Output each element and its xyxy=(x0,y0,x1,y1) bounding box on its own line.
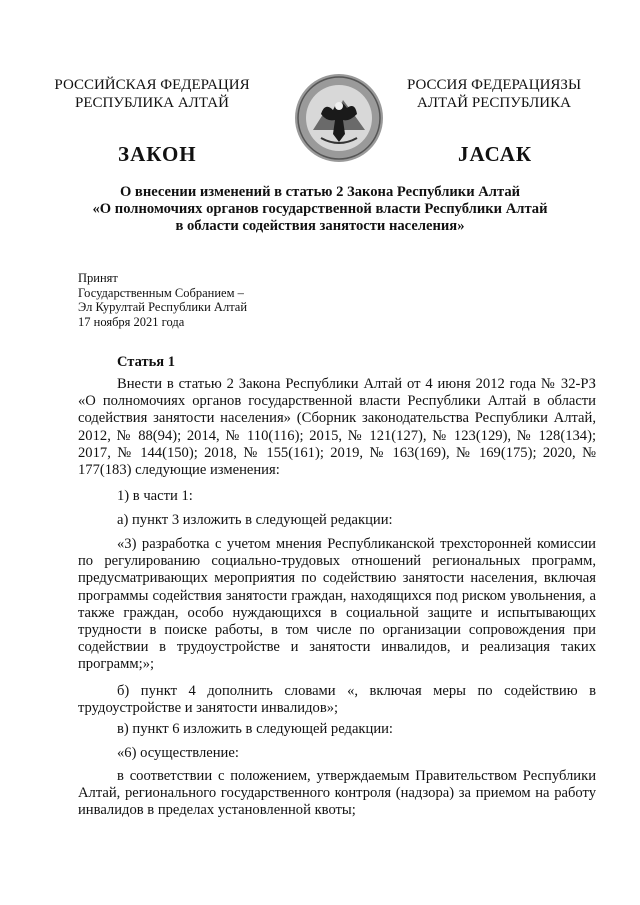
paragraph: «3) разработка с учетом мнения Республиканской трехсторонней комиссии по регулированию социально-трудовых отношений региональных программ, предусматривающих мероприятия по содействию занятости населения, включая программы содействия занятости граждан, находящихся под риском увольнения, а также граждан, особо нуждающихся в социальной защите и испытывающих трудности в поиске работы, в том числе по организации сопровождения при содействии в трудоустройстве и занятости инвалидов, и реализация таких программ;»; xyxy=(78,536,596,673)
header-left-country: РОССИЙСКАЯ ФЕДЕРАЦИЯ xyxy=(54,77,250,93)
header-left xyxy=(52,76,252,112)
paragraph: в) пункт 6 изложить в следующей редакции: xyxy=(117,721,393,737)
article-item-b xyxy=(78,683,596,717)
article-title: Статья 1 xyxy=(117,354,175,370)
coat-of-arms-icon xyxy=(293,72,385,164)
paragraph: 1) в части 1: xyxy=(117,488,193,504)
paragraph: б) пункт 4 дополнить словами «, включая меры по содействию в трудоустройстве и занятости инвалидов»; xyxy=(78,683,596,717)
law-title-line: в области содействия занятости населения» xyxy=(175,218,465,234)
law-label-altai: ЈАСАК xyxy=(458,142,533,166)
article-item-v-continuation xyxy=(78,768,596,820)
law-label-russian: ЗАКОН xyxy=(118,142,197,166)
header-right xyxy=(400,76,588,112)
header-left-republic: РЕСПУБЛИКА АЛТАЙ xyxy=(75,95,229,111)
paragraph: а) пункт 3 изложить в следующей редакции: xyxy=(117,512,393,528)
article-intro xyxy=(78,376,596,479)
adoption-line: Эл Курултай Республики Алтай xyxy=(78,300,248,314)
article-item-v-text xyxy=(78,745,596,762)
law-title-line: «О полномочиях органов государственной власти Республики Алтай xyxy=(92,201,548,217)
paragraph: Внести в статью 2 Закона Республики Алтай от 4 июня 2012 года № 32-РЗ «О полномочиях органов государственной власти Республики Алтай в области содействия занятости населения» (Сборник законодательства Республики Алтай, 2012, № 88(94); 2014, № 110(116); 2015, № 121(127), № 123(129), № 128(134); 2017, № 144(150); 2018, № 155(161); 2019, № 163(169), № 169(175); 2020, № 177(183) следующие изменения: xyxy=(78,376,596,479)
law-title-line: О внесении изменений в статью 2 Закона Республики Алтай xyxy=(119,184,521,200)
header-right-country: РОССИЯ ФЕДЕРАЦИЯЗЫ xyxy=(406,77,582,93)
adoption-block xyxy=(78,271,247,329)
article-item-v xyxy=(78,721,596,738)
paragraph: в соответствии с положением, утверждаемым Правительством Республики Алтай, регионального государственного контроля (надзора) за приемом на работу инвалидов в пределах установленной квоты; xyxy=(78,768,596,819)
adoption-line: Принят xyxy=(78,271,118,285)
adoption-line: Государственным Собранием – xyxy=(78,285,244,300)
article-part-1 xyxy=(78,488,596,505)
article-item-a-text xyxy=(78,536,596,674)
article-item-a xyxy=(78,512,596,529)
paragraph: «6) осуществление: xyxy=(117,745,239,761)
adoption-date: 17 ноября 2021 года xyxy=(78,314,185,329)
header-right-republic: АЛТАЙ РЕСПУБЛИКА xyxy=(417,95,571,111)
law-title xyxy=(60,184,580,235)
